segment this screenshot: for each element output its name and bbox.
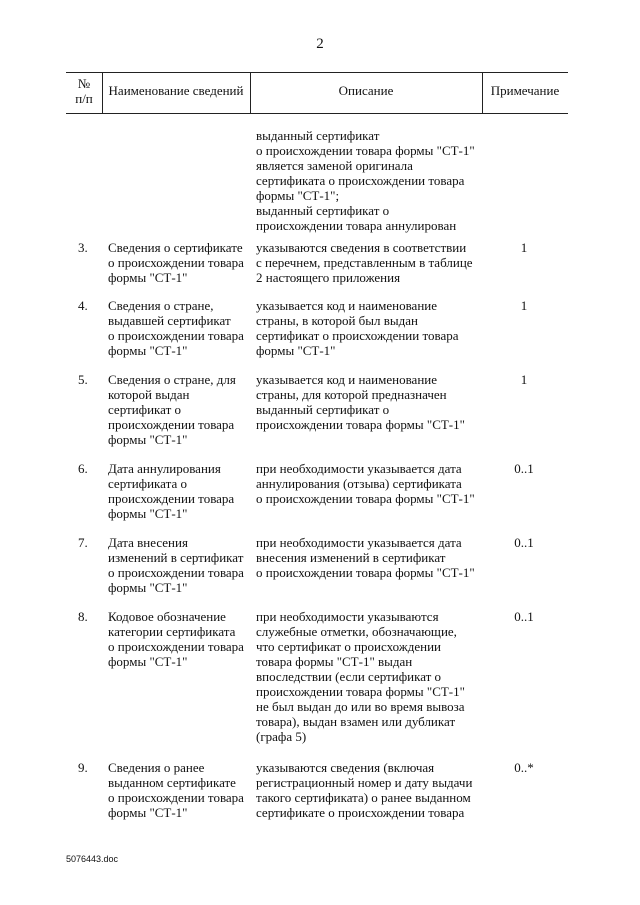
row-description: при необходимости указывается дата аннулирования (отзыва) сертификата о происхождении товара формы "СТ-1" — [256, 461, 475, 506]
row-number: 9. — [78, 760, 88, 775]
row-number: 3. — [78, 240, 88, 255]
row-name: Сведения о стране, выдавшей сертификат о происхождении товара формы "СТ-1" — [108, 298, 244, 358]
row-description: указывается код и наименование страны, в которой был выдан сертификат о происхождении товара формы "СТ-1" — [256, 298, 459, 358]
row-name: Дата внесения изменений в сертификат о происхождении товара формы "СТ-1" — [108, 535, 244, 595]
row-number: 6. — [78, 461, 88, 476]
document-footer: 5076443.doc — [66, 854, 119, 864]
row-note: 1 — [520, 298, 528, 313]
row-name: Дата аннулирования сертификата о происхождении товара формы "СТ-1" — [108, 461, 235, 521]
row-note: 0..1 — [514, 535, 534, 550]
header-name: Наименование сведений — [108, 83, 244, 98]
table-header-bottom-rule — [66, 113, 568, 114]
row-description: при необходимости указывается дата внесения изменений в сертификат о происхождении товара формы "СТ-1" — [256, 535, 475, 580]
continuation-description: выданный сертификат о происхождении товара формы "СТ-1" является заменой оригинала сертификата о происхождении товара формы "СТ-1"; выданный сертификат о происхождении товара аннулирован — [256, 128, 475, 233]
row-description: при необходимости указываются служебные отметки, обозначающие, что сертификат о происхождении товара формы "СТ-1" выдан впоследствии (если сертификат о происхождении товара формы "СТ-1" не был выдан до или во время вывоза товара), выдан взамен или дубликат (графа 5) — [256, 609, 465, 744]
row-note: 0..1 — [514, 461, 534, 476]
row-description: указываются сведения (включая регистрационный номер и дату выдачи такого сертификата) о ранее выданном сертификате о происхождении товара — [256, 760, 473, 820]
header-description: Описание — [338, 83, 394, 98]
row-name: Сведения о сертификате о происхождении товара формы "СТ-1" — [108, 240, 244, 285]
row-description: указываются сведения в соответствии с перечнем, представленным в таблице 2 настоящего приложения — [256, 240, 473, 285]
row-name: Сведения о ранее выданном сертификате о происхождении товара формы "СТ-1" — [108, 760, 244, 820]
row-name: Сведения о стране, для которой выдан сертификат о происхождении товара формы "СТ-1" — [108, 372, 236, 447]
row-note: 0..* — [514, 760, 534, 775]
row-number: 7. — [78, 535, 88, 550]
row-description: указывается код и наименование страны, для которой предназначен выданный сертификат о происхождении товара формы "СТ-1" — [256, 372, 465, 432]
header-number: № п/п — [75, 76, 93, 106]
header-note: Примечание — [490, 83, 560, 98]
row-number: 5. — [78, 372, 88, 387]
row-number: 8. — [78, 609, 88, 624]
row-name: Кодовое обозначение категории сертификата о происхождении товара формы "СТ-1" — [108, 609, 244, 669]
row-note: 1 — [520, 372, 528, 387]
row-note: 1 — [520, 240, 528, 255]
row-number: 4. — [78, 298, 88, 313]
row-note: 0..1 — [514, 609, 534, 624]
table-header-top-rule — [66, 72, 568, 73]
page-number: 2 — [316, 36, 324, 52]
